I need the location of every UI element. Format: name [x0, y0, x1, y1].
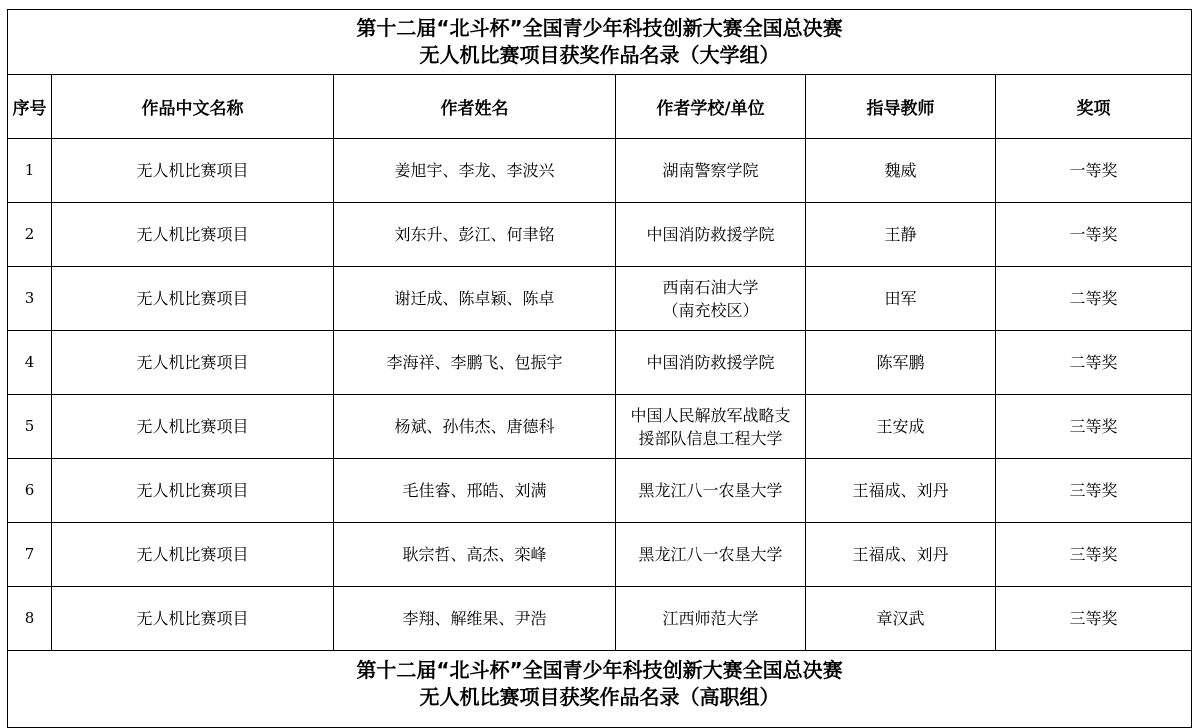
- row-seq: 3: [8, 267, 52, 331]
- header-award: 奖项: [996, 75, 1192, 139]
- document-title: [8, 10, 1192, 75]
- awards-table: [7, 9, 1192, 728]
- header-project: 作品中文名称: [52, 75, 334, 139]
- header-seq: 序号: [8, 75, 52, 139]
- row-school: [616, 331, 806, 395]
- row-authors: 毛佳睿、邢皓、刘满: [334, 459, 616, 523]
- row-award: 三等奖: [996, 587, 1192, 651]
- next-section-title-line-1: 第十二届“北斗杯”全国青少年科技创新大赛全国总决赛: [356, 658, 843, 682]
- row-school-line: 中国消防救援学院: [646, 353, 775, 372]
- row-school-line: 湖南警察学院: [662, 161, 759, 180]
- row-award: 一等奖: [996, 203, 1192, 267]
- row-seq: 1: [8, 139, 52, 203]
- row-seq: 5: [8, 395, 52, 459]
- row-project: 无人机比赛项目: [52, 587, 334, 651]
- table-row: [8, 331, 1192, 395]
- row-award: 三等奖: [996, 523, 1192, 587]
- title-line-2: 无人机比赛项目获奖作品名录（大学组）: [419, 43, 780, 67]
- row-project: 无人机比赛项目: [52, 523, 334, 587]
- table-row: [8, 139, 1192, 203]
- row-award: 二等奖: [996, 267, 1192, 331]
- table-row: [8, 523, 1192, 587]
- row-seq: 4: [8, 331, 52, 395]
- row-school-line: 援部队信息工程大学: [638, 428, 783, 448]
- table-row: [8, 587, 1192, 651]
- header-row: [8, 75, 1192, 139]
- row-project: 无人机比赛项目: [52, 395, 334, 459]
- row-project: 无人机比赛项目: [52, 203, 334, 267]
- header-school: 作者学校/单位: [616, 75, 806, 139]
- row-school: [616, 203, 806, 267]
- row-school-line: 中国人民解放军战略支: [630, 405, 791, 425]
- row-seq: 7: [8, 523, 52, 587]
- row-authors: 谢迁成、陈卓颖、陈卓: [334, 267, 616, 331]
- row-teacher: 王静: [806, 203, 996, 267]
- row-teacher: 王福成、刘丹: [806, 523, 996, 587]
- row-authors: 耿宗哲、高杰、栾峰: [334, 523, 616, 587]
- header-authors: 作者姓名: [334, 75, 616, 139]
- table-row: [8, 459, 1192, 523]
- row-school-line: 黑龙江八一农垦大学: [638, 545, 783, 564]
- row-school-line: 黑龙江八一农垦大学: [638, 481, 783, 500]
- row-project: 无人机比赛项目: [52, 331, 334, 395]
- row-school-line: （南充校区）: [662, 300, 759, 320]
- row-school: [616, 523, 806, 587]
- row-teacher: 王福成、刘丹: [806, 459, 996, 523]
- row-award: 三等奖: [996, 395, 1192, 459]
- table-row: [8, 267, 1192, 331]
- next-section-title: [8, 651, 1192, 728]
- row-award: 一等奖: [996, 139, 1192, 203]
- row-school-line: 中国消防救援学院: [646, 225, 775, 244]
- row-authors: 李海祥、李鹏飞、包振宇: [334, 331, 616, 395]
- row-school-line: 西南石油大学: [662, 277, 759, 297]
- next-section-title-line-2: 无人机比赛项目获奖作品名录（高职组）: [419, 685, 780, 709]
- row-school: [616, 395, 806, 459]
- row-seq: 2: [8, 203, 52, 267]
- row-school-line: 江西师范大学: [662, 609, 759, 628]
- next-section-title-row: [8, 651, 1192, 728]
- row-teacher: 王安成: [806, 395, 996, 459]
- table-row: [8, 395, 1192, 459]
- table-row: [8, 203, 1192, 267]
- row-project: 无人机比赛项目: [52, 459, 334, 523]
- row-teacher: 魏威: [806, 139, 996, 203]
- row-seq: 8: [8, 587, 52, 651]
- header-teacher: 指导教师: [806, 75, 996, 139]
- row-award: 三等奖: [996, 459, 1192, 523]
- row-authors: 刘东升、彭江、何聿铭: [334, 203, 616, 267]
- title-row: [8, 10, 1192, 75]
- row-teacher: 陈军鹏: [806, 331, 996, 395]
- row-school: [616, 459, 806, 523]
- row-authors: 姜旭宇、李龙、李波兴: [334, 139, 616, 203]
- row-authors: 杨斌、孙伟杰、唐德科: [334, 395, 616, 459]
- row-award: 二等奖: [996, 331, 1192, 395]
- title-line-1: 第十二届“北斗杯”全国青少年科技创新大赛全国总决赛: [356, 16, 843, 40]
- row-seq: 6: [8, 459, 52, 523]
- row-project: 无人机比赛项目: [52, 139, 334, 203]
- row-project: 无人机比赛项目: [52, 267, 334, 331]
- row-teacher: 章汉武: [806, 587, 996, 651]
- row-school: [616, 587, 806, 651]
- row-authors: 李翔、解维果、尹浩: [334, 587, 616, 651]
- row-school: [616, 267, 806, 331]
- row-teacher: 田军: [806, 267, 996, 331]
- row-school: [616, 139, 806, 203]
